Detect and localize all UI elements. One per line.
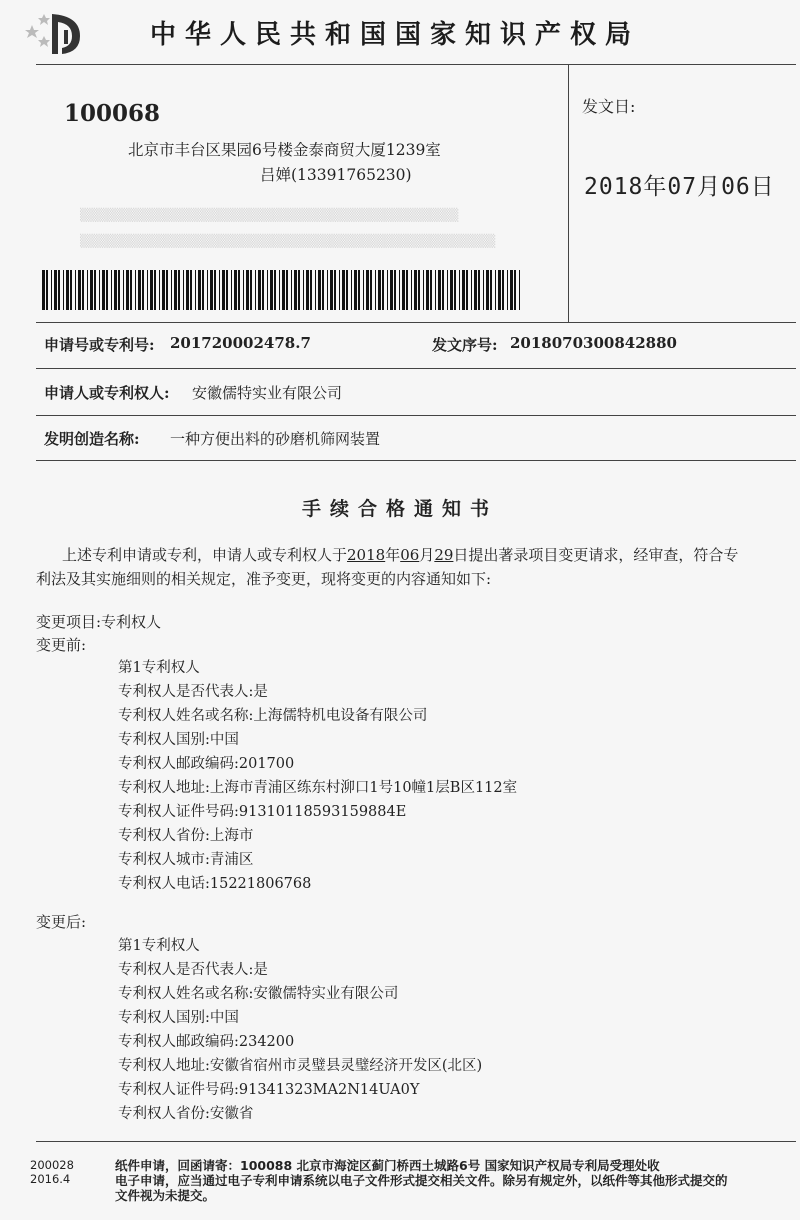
barcode-bar — [231, 270, 232, 310]
before-label: 变更前: — [36, 636, 87, 654]
barcode-bar — [87, 270, 88, 310]
barcode-bar — [202, 270, 204, 310]
barcode-bar — [118, 270, 120, 310]
barcode-bar — [195, 270, 196, 310]
barcode-bar — [210, 270, 213, 310]
barcode-bar — [450, 270, 453, 310]
agency-name: 中华人民共和国国家知识产权局 — [150, 20, 641, 50]
barcode-bar — [246, 270, 249, 310]
barcode-bar — [214, 270, 216, 310]
postcode: 100068 — [64, 100, 161, 127]
application-number: 201720002478.7 — [170, 334, 311, 352]
barcode-bar — [519, 270, 520, 310]
cnipa-logo-icon — [22, 10, 90, 56]
barcode-bar — [250, 270, 252, 310]
list-item: 专利权人城市:青浦区 — [118, 852, 254, 868]
footer-note — [115, 1158, 795, 1203]
barcode-bar — [126, 270, 129, 310]
barcode-bar — [138, 270, 141, 310]
barcode-bar — [495, 270, 496, 310]
send-date: 2018年07月06日 — [584, 174, 775, 200]
before-list — [118, 656, 517, 896]
list-item: 专利权人地址:上海市青浦区练东村泖口1号10幢1层B区112室 — [118, 780, 518, 796]
barcode-bar — [258, 270, 261, 310]
barcode-bar — [174, 270, 177, 310]
barcode-bar — [442, 270, 444, 310]
list-item: 专利权人姓名或名称:安徽儒特实业有限公司 — [118, 986, 399, 1002]
barcode-bar — [507, 270, 508, 310]
barcode-bar — [90, 270, 93, 310]
barcode-bar — [106, 270, 108, 310]
barcode-bar — [330, 270, 333, 310]
barcode-bar — [286, 270, 288, 310]
barcode-bar — [339, 270, 340, 310]
barcode-bar — [418, 270, 420, 310]
notice-paragraph-line2: 利法及其实施细则的相关规定，准予变更，现将变更的内容通知如下: — [36, 570, 492, 588]
list-item: 专利权人邮政编码:201700 — [118, 756, 295, 772]
barcode-bar — [238, 270, 240, 310]
list-item: 专利权人省份:上海市 — [118, 828, 254, 844]
barcode-bar — [130, 270, 132, 310]
barcode-bar — [310, 270, 312, 310]
bleed-through: ▒▒▒▒▒▒▒▒▒▒▒▒▒▒▒▒▒▒▒▒▒▒▒▒▒▒▒▒▒▒▒▒▒▒▒▒▒▒▒▒▒ — [80, 208, 459, 222]
barcode-bar — [478, 270, 480, 310]
barcode-bar — [166, 270, 168, 310]
barcode-bar — [322, 270, 324, 310]
barcode-bar — [438, 270, 441, 310]
barcode-bar — [394, 270, 396, 310]
barcode-bar — [274, 270, 276, 310]
invention-title: 一种方便出料的砂磨机筛网装置 — [170, 430, 381, 448]
recipient-name: 吕婵(13391765230) — [260, 166, 412, 184]
divider — [36, 368, 796, 369]
barcode-bar — [466, 270, 468, 310]
recipient-address: 北京市丰台区果园6号楼金泰商贸大厦1239室 — [128, 141, 441, 159]
barcode-bar — [358, 270, 360, 310]
divider — [36, 322, 796, 323]
form-version: 2016.4 — [30, 1172, 71, 1186]
barcode-bar — [75, 270, 76, 310]
barcode-bar — [135, 270, 136, 310]
list-item: 专利权人地址:安徽省宿州市灵璧县灵璧经济开发区(北区) — [118, 1058, 483, 1074]
barcode-bar — [346, 270, 348, 310]
after-list — [118, 934, 482, 1126]
divider — [568, 64, 569, 322]
barcode-bar — [366, 270, 369, 310]
month-suffix: 月 — [419, 546, 435, 564]
barcode-bar — [123, 270, 124, 310]
barcode-bar — [471, 270, 472, 310]
notice-title: 手续合格通知书 — [301, 498, 498, 520]
barcode-bar — [207, 270, 208, 310]
barcode-bar — [430, 270, 432, 310]
list-item: 专利权人证件号码:91341323MA2N14UA0Y — [118, 1082, 420, 1098]
notice-text: 上述专利申请或专利，申请人或专利权人于 — [62, 546, 348, 564]
year-suffix: 年 — [385, 546, 401, 564]
list-item: 专利权人国别:中国 — [118, 732, 239, 748]
barcode-bar — [262, 270, 264, 310]
barcode-bar — [190, 270, 192, 310]
barcode-bar — [354, 270, 357, 310]
list-item: 专利权人是否代表人:是 — [118, 962, 268, 978]
divider — [36, 415, 796, 416]
barcode-bar — [54, 270, 57, 310]
barcode-bar — [306, 270, 309, 310]
barcode-bar — [399, 270, 400, 310]
barcode-bar — [222, 270, 225, 310]
barcode-bar — [291, 270, 292, 310]
barcode-bar — [303, 270, 304, 310]
barcode-bar — [390, 270, 393, 310]
barcode-bar — [382, 270, 384, 310]
form-codes — [30, 1158, 74, 1186]
barcode-bar — [490, 270, 492, 310]
barcode-bar — [454, 270, 456, 310]
barcode-bar — [66, 270, 69, 310]
request-day: 29 — [434, 546, 454, 564]
barcode-bar — [154, 270, 156, 310]
barcode-bar — [318, 270, 321, 310]
notice-paragraph-line1 — [62, 544, 738, 565]
request-year: 2018 — [347, 546, 386, 564]
barcode-bar — [406, 270, 408, 310]
barcode-bar — [226, 270, 228, 310]
invention-title-label: 发明创造名称: — [44, 430, 140, 448]
list-item: 专利权人国别:中国 — [118, 1010, 239, 1026]
barcode-bar — [186, 270, 189, 310]
barcode-bar — [162, 270, 165, 310]
barcode-bar — [462, 270, 465, 310]
barcode-bar — [99, 270, 100, 310]
divider — [36, 64, 796, 65]
barcode-bar — [423, 270, 424, 310]
barcode-bar — [402, 270, 405, 310]
divider — [36, 1141, 796, 1142]
barcode-bar — [198, 270, 201, 310]
list-item: 专利权人证件号码:91310118593159884E — [118, 804, 407, 820]
barcode-bar — [159, 270, 160, 310]
barcode-bar — [63, 270, 64, 310]
barcode-bar — [171, 270, 172, 310]
bleed-through: ▒▒▒▒▒▒▒▒▒▒▒▒▒▒▒▒▒▒▒▒▒▒▒▒▒▒▒▒▒▒▒▒▒▒▒▒▒▒▒▒▒▒▒▒▒ — [80, 234, 496, 248]
barcode-bar — [282, 270, 285, 310]
barcode-bar — [414, 270, 417, 310]
barcode-bar — [370, 270, 372, 310]
barcode-bar — [111, 270, 112, 310]
divider — [36, 460, 796, 461]
barcode-bar — [94, 270, 96, 310]
barcode-bar — [102, 270, 105, 310]
barcode-bar — [498, 270, 501, 310]
barcode-bar — [334, 270, 336, 310]
barcode-bar — [243, 270, 244, 310]
barcode-bar — [363, 270, 364, 310]
barcode-bar — [474, 270, 477, 310]
after-label: 变更后: — [36, 913, 87, 931]
barcode-bar — [459, 270, 460, 310]
serial-number: 2018070300842880 — [510, 334, 677, 352]
form-code: 200028 — [30, 1158, 74, 1172]
barcode-bar — [315, 270, 316, 310]
barcode-bar — [255, 270, 256, 310]
list-item: 专利权人是否代表人:是 — [118, 684, 268, 700]
barcode-bar — [279, 270, 280, 310]
change-item: 变更项目:专利权人 — [36, 613, 162, 631]
barcode-bar — [378, 270, 381, 310]
barcode-bar — [342, 270, 345, 310]
barcode-bar — [219, 270, 220, 310]
barcode-bar — [46, 270, 48, 310]
barcode-bar — [150, 270, 153, 310]
footer-line: 文件视为未提交。 — [115, 1188, 216, 1203]
barcode-bar — [70, 270, 72, 310]
barcode-bar — [267, 270, 268, 310]
barcode-bar — [178, 270, 180, 310]
barcode-bar — [486, 270, 489, 310]
barcode-bar — [147, 270, 148, 310]
send-date-label: 发文日: — [582, 97, 636, 116]
barcode-bar — [51, 270, 52, 310]
barcode-bar — [82, 270, 84, 310]
barcode-bar — [387, 270, 388, 310]
list-item: 专利权人邮政编码:234200 — [118, 1034, 295, 1050]
barcode-bar — [270, 270, 273, 310]
applicant: 安徽儒特实业有限公司 — [192, 384, 343, 402]
barcode-bar — [502, 270, 504, 310]
footer-line: 电子申请，应当通过电子专利申请系统以电子文件形式提交相关文件。除另有规定外，以纸件等其他形式提交的 — [115, 1173, 728, 1188]
application-number-label: 申请号或专利号: — [44, 336, 155, 354]
list-item: 第1专利权人 — [118, 938, 200, 954]
request-month: 06 — [400, 546, 420, 564]
barcode-bar — [411, 270, 412, 310]
list-item: 第1专利权人 — [118, 660, 200, 676]
barcode — [42, 270, 520, 310]
list-item: 专利权人省份:安徽省 — [118, 1106, 254, 1122]
barcode-bar — [78, 270, 81, 310]
barcode-bar — [510, 270, 513, 310]
list-item: 专利权人姓名或名称:上海儒特机电设备有限公司 — [118, 708, 428, 724]
serial-number-label: 发文序号: — [432, 336, 498, 354]
barcode-bar — [327, 270, 328, 310]
barcode-bar — [435, 270, 436, 310]
barcode-bar — [234, 270, 237, 310]
barcode-bar — [42, 270, 45, 310]
barcode-bar — [483, 270, 484, 310]
barcode-bar — [114, 270, 117, 310]
barcode-bar — [447, 270, 448, 310]
notice-text: 日提出著录项目变更请求，经审查，符合专 — [453, 546, 739, 564]
list-item: 专利权人电话:15221806768 — [118, 876, 312, 892]
barcode-bar — [142, 270, 144, 310]
barcode-bar — [294, 270, 297, 310]
barcode-bar — [298, 270, 300, 310]
barcode-bar — [375, 270, 376, 310]
barcode-bar — [183, 270, 184, 310]
barcode-bar — [514, 270, 516, 310]
barcode-bar — [426, 270, 429, 310]
barcode-bar — [351, 270, 352, 310]
footer-line: 纸件申请，回函请寄：100088 北京市海淀区蓟门桥西土城路6号 国家知识产权局专利局受理处收 — [115, 1158, 660, 1173]
applicant-label: 申请人或专利权人: — [44, 384, 170, 402]
barcode-bar — [58, 270, 60, 310]
